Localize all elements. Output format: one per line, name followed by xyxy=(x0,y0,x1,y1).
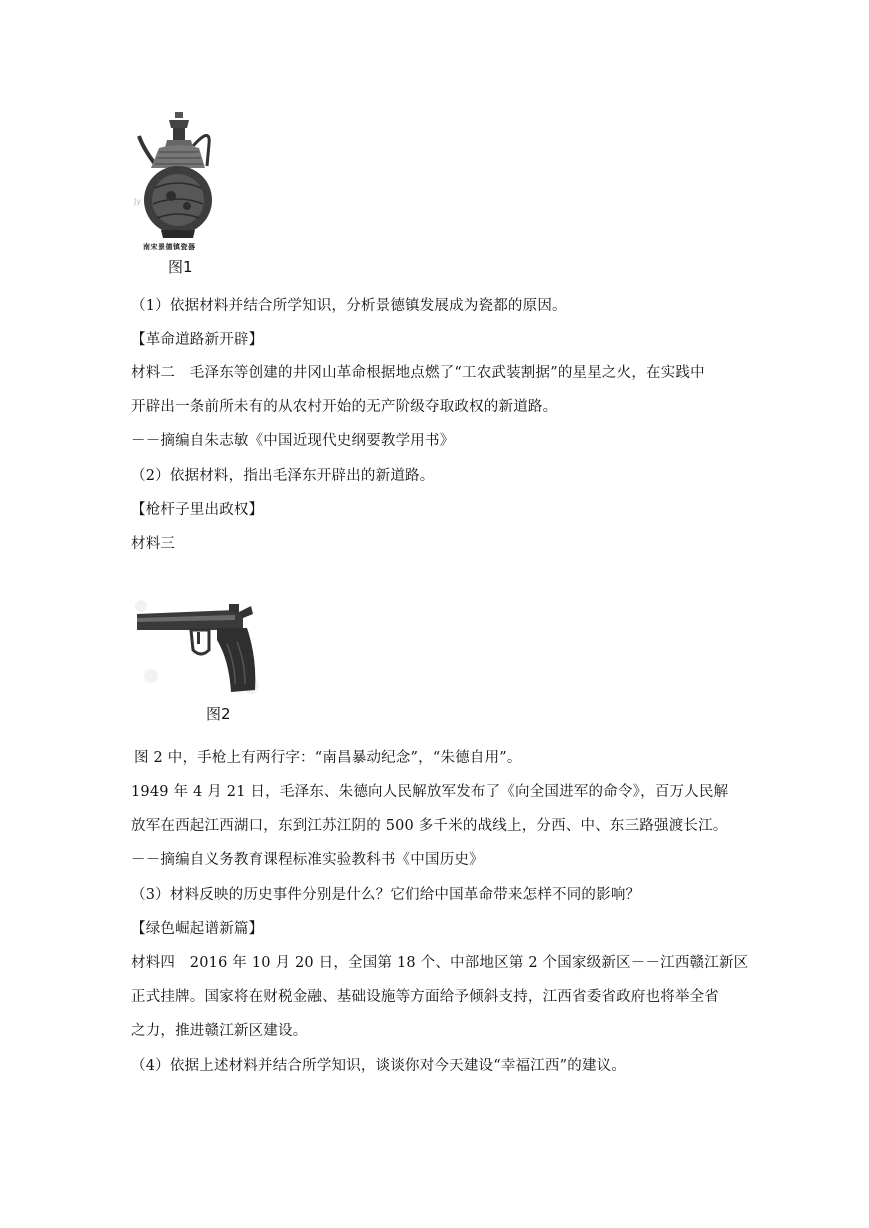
material-4-line-3: 之力，推进赣江新区建设。 xyxy=(131,1023,308,1039)
porcelain-ewer-image xyxy=(133,108,223,248)
material-4-line-2: 正式挂牌。国家将在财税金融、基础设施等方面给予倾斜支持，江西省委省政府也将举全省 xyxy=(131,989,719,1005)
material-3-line-2: 放军在西起江西湖口，东到江苏江阴的 500 多千米的战线上，分西、中、东三路强渡长江。 xyxy=(131,818,728,834)
svg-text:Jy: Jy xyxy=(134,197,142,206)
section-heading-green-rise: 【绿色崛起谱新篇】 xyxy=(131,921,264,937)
question-2: （2）依据材料，指出毛泽东开辟出的新道路。 xyxy=(131,468,435,484)
figure1-label: 图1 xyxy=(168,258,193,276)
question-1: （1）依据材料并结合所学知识，分析景德镇发展成为瓷都的原因。 xyxy=(131,298,567,314)
question-4: （4）依据上述材料并结合所学知识，谈谈你对今天建设“幸福江西”的建议。 xyxy=(131,1058,627,1074)
figure2-label: 图2 xyxy=(206,705,231,723)
section-heading-revolution-road: 【革命道路新开辟】 xyxy=(131,332,264,348)
material-3-source: －－摘编自义务教育课程标准实验教科书《中国历史》 xyxy=(131,852,484,868)
material-3-line-1: 1949 年 4 月 21 日，毛泽东、朱德向人民解放军发布了《向全国进军的命令》，百万人民解 xyxy=(131,784,729,800)
figure1-caption: 南宋景德镇瓷器 xyxy=(143,243,196,251)
material-4-line-1: 材料四 2016 年 10 月 20 日，全国第 18 个、中部地区第 2 个国家级新区－－江西赣江新区 xyxy=(131,955,749,971)
section-heading-political-power: 【枪杆子里出政权】 xyxy=(131,502,264,518)
material-2-line-2: 开辟出一条前所未有的从农村开始的无产阶级夺取政权的新道路。 xyxy=(131,399,558,415)
pistol-image xyxy=(131,596,271,702)
figure2-description: 图 2 中，手枪上有两行字：“南昌暴动纪念”，“朱德自用”。 xyxy=(134,750,522,766)
material-2-line-1: 材料二 毛泽东等创建的井冈山革命根据地点燃了“工农武装割据”的星星之火，在实践中 xyxy=(131,365,705,381)
material-2-source: －－摘编自朱志敏《中国近现代史纲要教学用书》 xyxy=(131,433,455,449)
question-3: （3）材料反映的历史事件分别是什么？它们给中国革命带来怎样不同的影响？ xyxy=(131,887,641,903)
material-3-label: 材料三 xyxy=(131,536,176,552)
